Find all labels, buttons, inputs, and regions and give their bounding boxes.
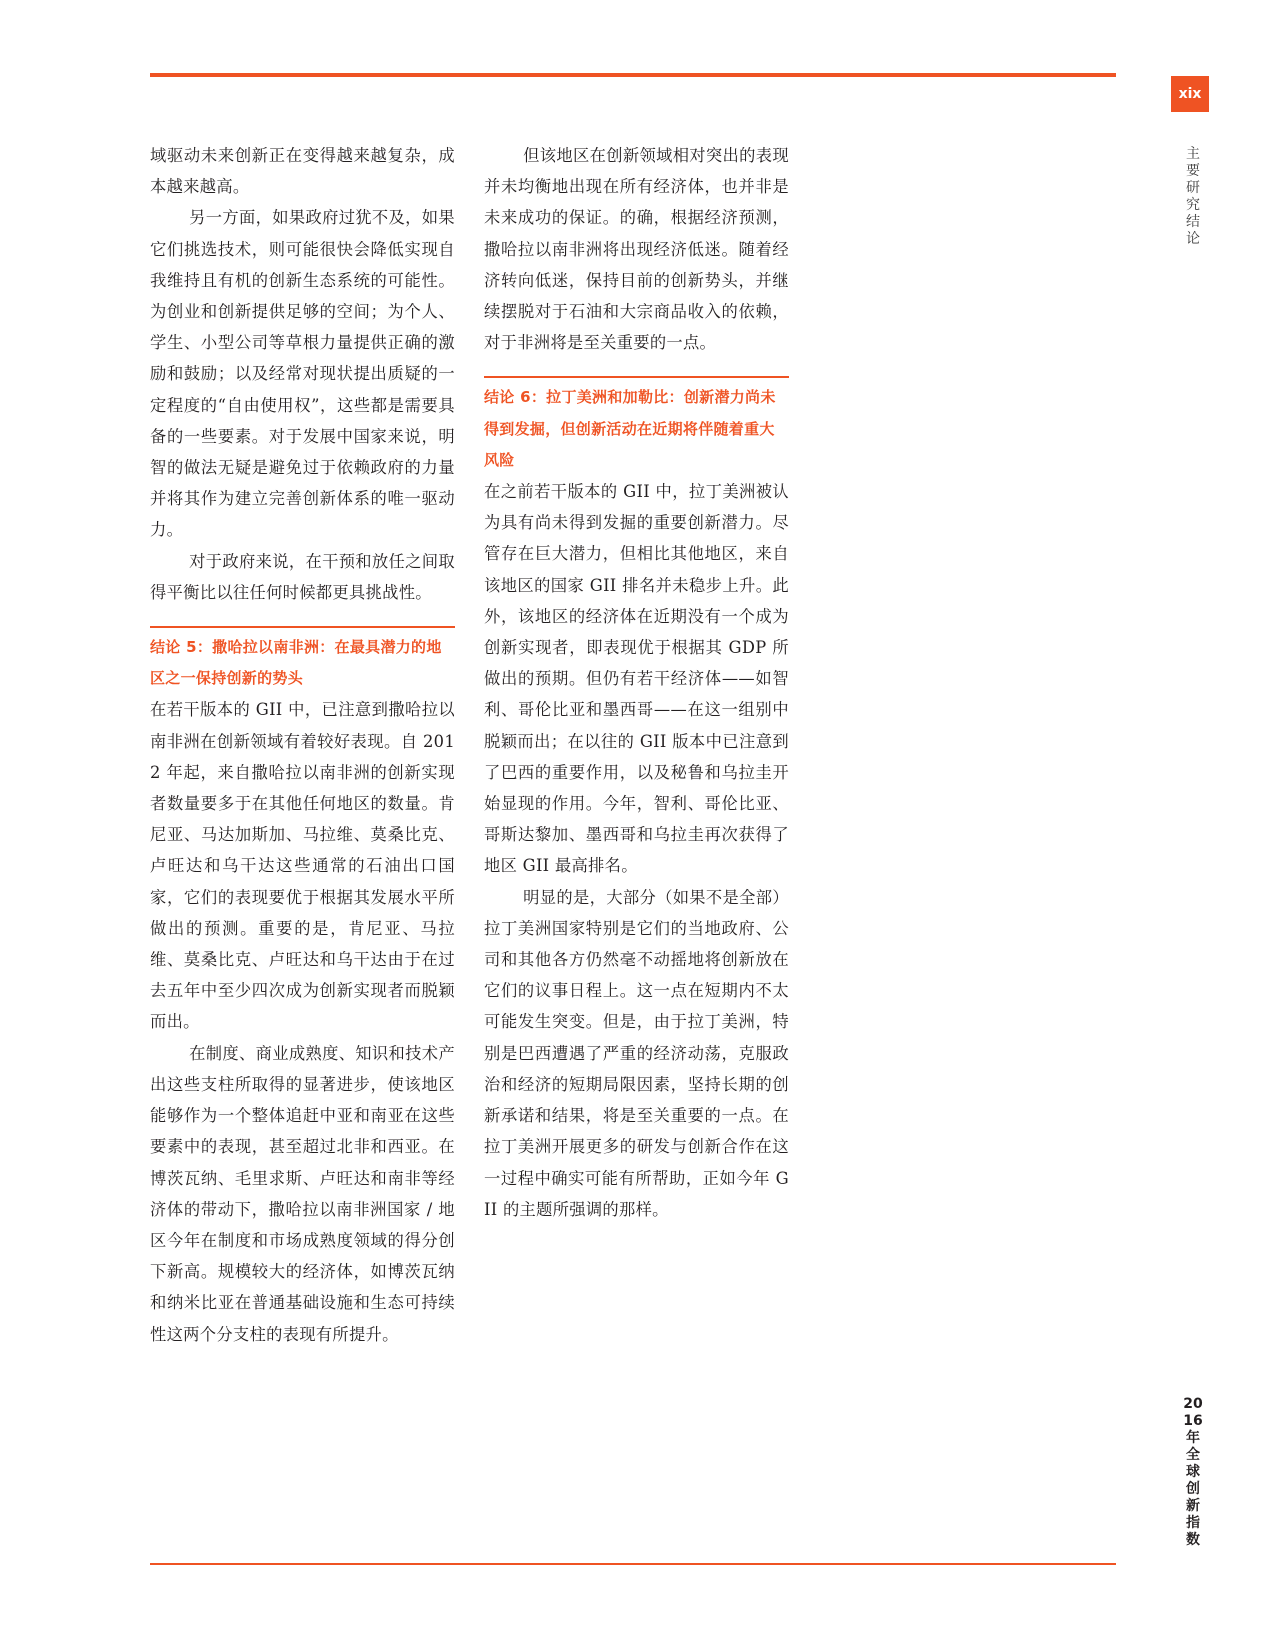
page-number-badge	[1171, 76, 1209, 112]
paragraph: 但该地区在创新领域相对突出的表现并未均衡地出现在所有经济体，也并非是未来成功的保证。的确，根据经济预测，撒哈拉以南非洲将出现经济低迷。随着经济转向低迷，保持目前的创新势头，并继续摆脱对于石油和大宗商品收入的依赖，对于非洲将是至关重要的一点。	[484, 146, 789, 353]
finding-5-heading: 结论 5：撒哈拉以南非洲：在最具潜力的地区之一保持创新的势头	[150, 626, 455, 694]
left-column	[150, 140, 455, 1350]
paragraph: 在制度、商业成熟度、知识和技术产出这些支柱所取得的显著进步，使该地区能够作为一个整体追赶中亚和南亚在这些要素中的表现，甚至超过北非和西亚。在博茨瓦纳、毛里求斯、卢旺达和南非等经济体的带动下，撒哈拉以南非洲国家 / 地区今年在制度和市场成熟度领域的得分创下新高。规模较大的经济体，如博茨瓦纳和纳米比亚在普通基础设施和生态可持续性这两个分支柱的表现有所提升。	[150, 1043, 455, 1344]
right-column	[484, 140, 789, 1225]
paragraph: 在之前若干版本的 GII 中，拉丁美洲被认为具有尚未得到发掘的重要创新潜力。尽管存在巨大潜力，但相比其他地区，来自该地区的国家 GII 排名并未稳步上升。此外，该地区的经济体在近期没有一个成为创新实现者，即表现优于根据其 GDP 所做出的预期。但仍有若干经济体——如智利、哥伦比亚和墨西哥——在这一组别中脱颖而出；在以往的 GII 版本中已注意到了巴西的重要作用，以及秘鲁和乌拉圭开始显现的作用。今年，智利、哥伦比亚、哥斯达黎加、墨西哥和乌拉圭再次获得了地区 GII 最高排名。	[484, 482, 789, 876]
paragraph: 域驱动未来创新正在变得越来越复杂，成本越来越高。	[150, 146, 455, 197]
bottom-rule	[150, 1563, 1116, 1565]
top-rule	[150, 73, 1116, 77]
paragraph: 对于政府来说，在干预和放任之间取得平衡比以往任何时候都更具挑战性。	[150, 551, 455, 602]
section-title-vertical: 主要研究结论	[1186, 146, 1200, 247]
paragraph: 在若干版本的 GII 中，已注意到撒哈拉以南非洲在创新领域有着较好表现。自 2012 年起，来自撒哈拉以南非洲的创新实现者数量要多于在其他任何地区的数量。肯尼亚、马达加斯加、马拉维、莫桑比克、卢旺达和乌干达这些通常的石油出口国家，它们的表现要优于根据其发展水平所做出的预测。重要的是，肯尼亚、马拉维、莫桑比克、卢旺达和乌干达由于在过去五年中至少四次成为创新实现者而脱颖而出。	[150, 700, 455, 1032]
report-title-vertical: 2016年全球创新指数	[1183, 1396, 1203, 1548]
page-number: xix	[1178, 86, 1202, 102]
finding-6-heading: 结论 6：拉丁美洲和加勒比：创新潜力尚未得到发掘，但创新活动在近期将伴随着重大风险	[484, 376, 789, 476]
paragraph: 明显的是，大部分（如果不是全部）拉丁美洲国家特别是它们的当地政府、公司和其他各方仍然毫不动摇地将创新放在它们的议事日程上。这一点在短期内不太可能发生突变。但是，由于拉丁美洲，特别是巴西遭遇了严重的经济动荡，克服政治和经济的短期局限因素，坚持长期的创新承诺和结果，将是至关重要的一点。在拉丁美洲开展更多的研发与创新合作在这一过程中确实可能有所帮助，正如今年 GII 的主题所强调的那样。	[484, 887, 789, 1219]
paragraph: 另一方面，如果政府过犹不及，如果它们挑选技术，则可能很快会降低实现自我维持且有机的创新生态系统的可能性。为创业和创新提供足够的空间；为个人、学生、小型公司等草根力量提供正确的激励和鼓励；以及经常对现状提出质疑的一定程度的“自由使用权”，这些都是需要具备的一些要素。对于发展中国家来说，明智的做法无疑是避免过于依赖政府的力量并将其作为建立完善创新体系的唯一驱动力。	[150, 208, 455, 540]
